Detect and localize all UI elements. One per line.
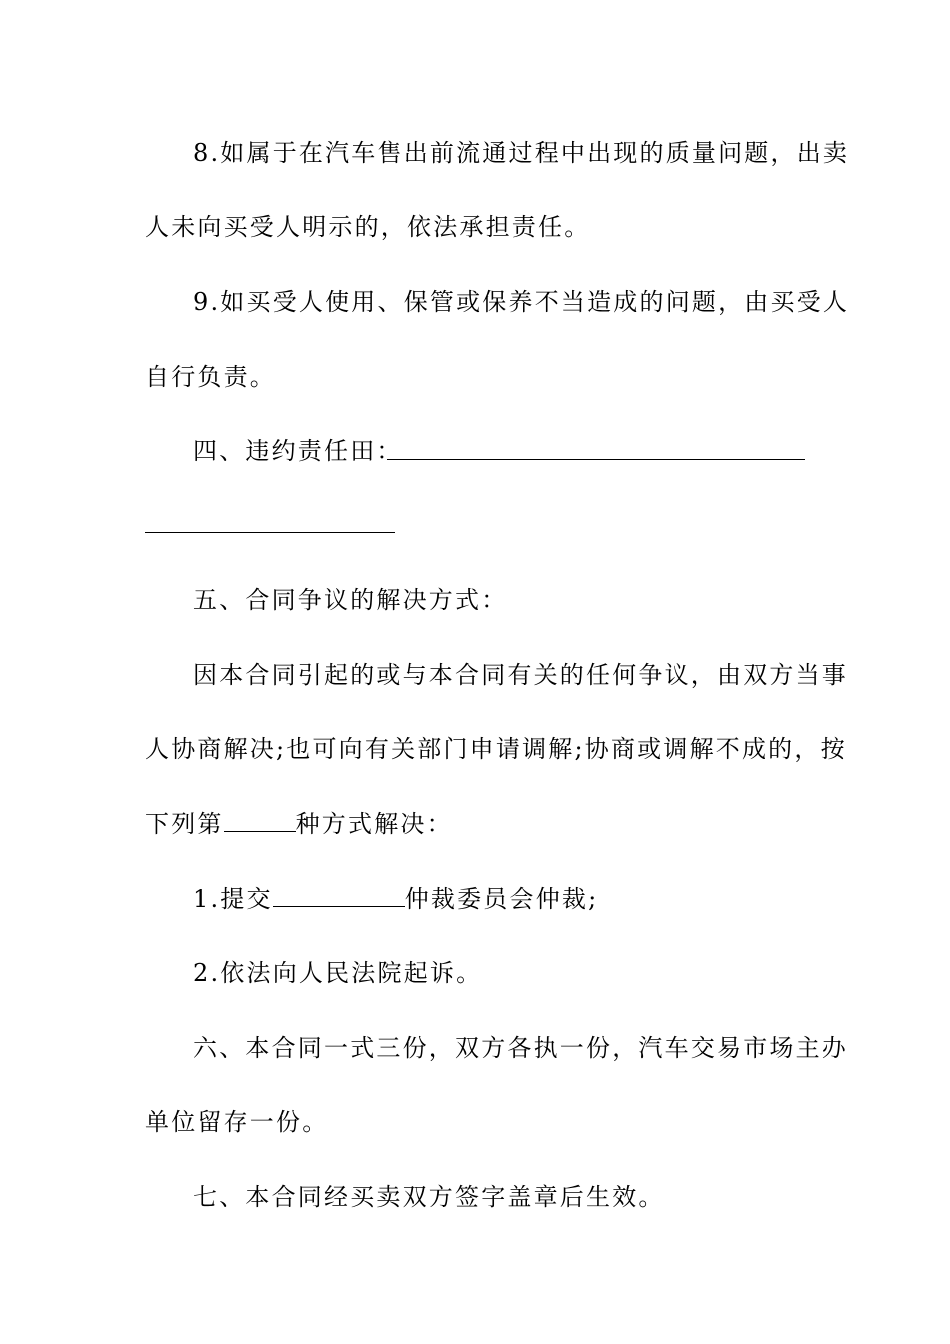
section-4-label: 四、违约责任田： xyxy=(193,437,403,465)
section-6-line-1: 六、本合同一式三份，双方各执一份，汽车交易市场主办 xyxy=(193,1034,848,1062)
section-6-line-2: 单位留存一份。 xyxy=(145,1108,329,1136)
section-5-line-3-pre: 下列第 xyxy=(145,810,224,838)
section-5-line-1: 因本合同引起的或与本合同有关的任何争议，由双方当事 xyxy=(193,661,848,689)
clause-9-line-1: 9.如买受人使用、保管或保养不当造成的问题，由买受人 xyxy=(193,288,850,316)
option-2: 2.依法向人民法院起诉。 xyxy=(193,959,483,987)
method-number-blank xyxy=(224,811,296,832)
section-7: 七、本合同经买卖双方签字盖章后生效。 xyxy=(193,1183,665,1211)
option-1-pre: 1.提交 xyxy=(193,885,273,913)
section-5-line-3-post: 种方式解决： xyxy=(295,810,453,838)
option-1 xyxy=(193,884,810,914)
clause-9-line-2: 自行负责。 xyxy=(145,363,276,391)
section-4-blank-line-2 xyxy=(145,532,395,533)
arbitration-commission-blank xyxy=(273,886,405,907)
clause-8-line-1: 8.如属于在汽车售出前流通过程中出现的质量问题，出卖 xyxy=(193,139,850,167)
section-4-blank-line-1 xyxy=(387,459,805,460)
section-5-line-3 xyxy=(145,809,810,839)
option-1-post: 仲裁委员会仲裁; xyxy=(404,885,599,913)
clause-8-line-2: 人未向买受人明示的，依法承担责任。 xyxy=(145,213,591,241)
section-5-line-2: 人协商解决;也可向有关部门申请调解;协商或调解不成的，按 xyxy=(145,735,847,763)
section-5-heading: 五、合同争议的解决方式： xyxy=(193,586,508,614)
